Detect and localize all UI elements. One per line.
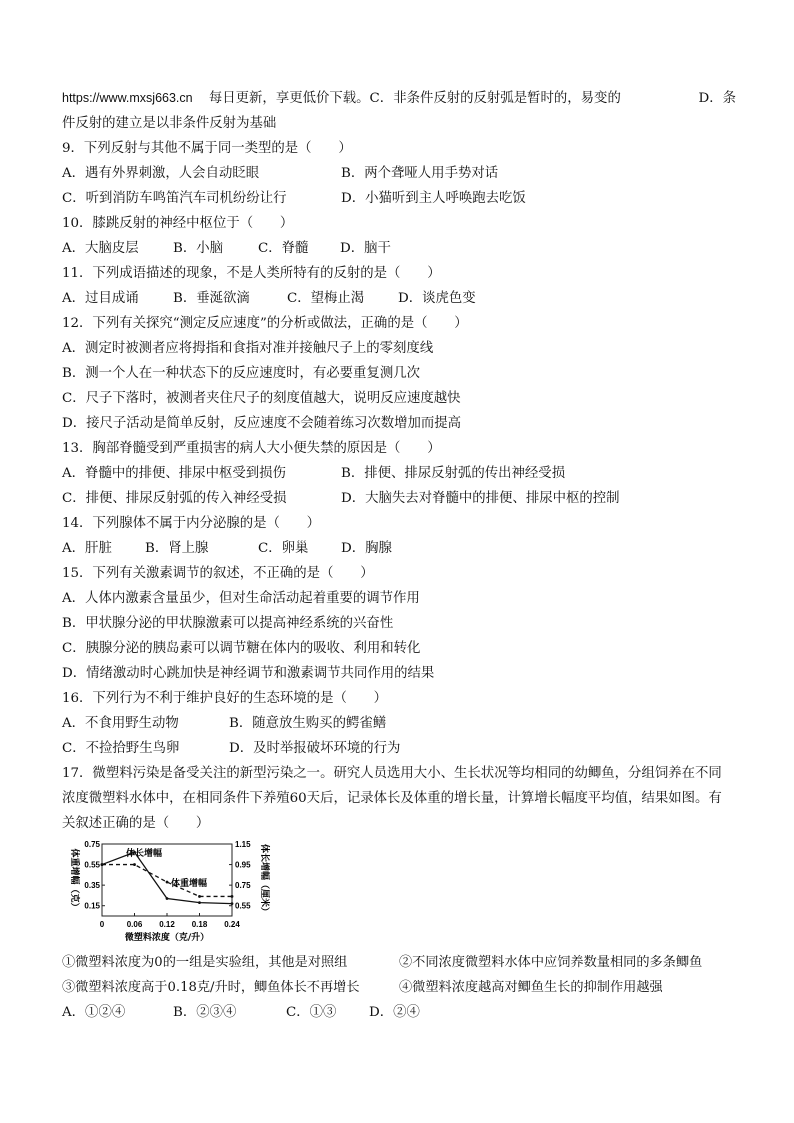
question-17-statements-12 xyxy=(62,950,732,975)
q12-option-b: B．测一个人在一种状态下的反应速度时，有必要重复测几次 xyxy=(62,366,420,381)
q13-option-b: B．排便、排尿反射弧的传出神经受损 xyxy=(341,466,566,481)
y-left-tick-label: 0.35 xyxy=(84,881,100,891)
data-point xyxy=(198,895,201,898)
question-10-stem: 10．膝跳反射的神经中枢位于（ ） xyxy=(62,216,294,231)
question-15-stem: 15．下列有关激素调节的叙述，不正确的是（ ） xyxy=(62,566,374,581)
q12-option-c: C．尺子下落时，被测者夹住尺子的刻度值越大，说明反应速度越快 xyxy=(62,391,461,406)
intro-line-1 xyxy=(62,86,736,111)
q16-option-b: B．随意放生购买的鳄雀鳝 xyxy=(229,716,387,731)
q9-option-c: C．听到消防车鸣笛汽车司机纷纷让行 xyxy=(62,191,287,206)
q10-option-a: A．大脑皮层 xyxy=(62,241,139,256)
q17-statement-3: ③微塑料浓度高于0.18克/升时，鲫鱼体长不再增长 xyxy=(62,980,360,995)
y-right-tick-label: 0.55 xyxy=(235,901,251,911)
q14-option-b: B．肾上腺 xyxy=(145,541,209,556)
data-point xyxy=(166,897,169,900)
q14-option-d: D．胸腺 xyxy=(341,541,392,556)
x-axis-label: 微塑料浓度（克/升） xyxy=(124,933,210,943)
q17-option-d: D．②④ xyxy=(369,1005,420,1020)
data-point xyxy=(133,863,136,866)
intro-text: 每日更新，享更低价下载。C．非条件反射的反射弧是暂时的，易变的 xyxy=(208,91,621,106)
y-right-tick-label: 0.95 xyxy=(235,860,251,870)
q17-option-c: C．①③ xyxy=(286,1005,337,1020)
q15-option-d: D．情绪激动时心跳加快是神经调节和激素调节共同作用的结果 xyxy=(62,666,435,681)
data-point xyxy=(231,902,234,905)
data-point xyxy=(101,863,104,866)
question-11-stem: 11．下列成语描述的现象，不是人类所特有的反射的是（ ） xyxy=(62,266,441,281)
q12-option-d: D．接尺子活动是简单反射，反应速度不会随着练习次数增加而提高 xyxy=(62,416,462,431)
question-14-stem: 14．下列腺体不属于内分泌腺的是（ ） xyxy=(62,516,321,531)
y-right-tick-label: 0.75 xyxy=(235,881,251,891)
x-tick-label: 0.12 xyxy=(159,920,175,929)
q17-statement-1: ①微塑料浓度为0的一组是实验组，其他是对照组 xyxy=(62,955,348,970)
watermark-url: https://www.mxsj663.cn xyxy=(62,91,193,105)
q15-option-a: A．人体内激素含量虽少，但对生命活动起着重要的调节作用 xyxy=(62,591,420,606)
intro-line-2: 件反射的建立是以非条件反射为基础 xyxy=(62,116,277,131)
question-17-statements-34 xyxy=(62,975,732,1000)
x-tick-label: 0.18 xyxy=(191,920,208,929)
q12-option-a: A．测定时被测者应将拇指和食指对准并接触尺子上的零刻度线 xyxy=(62,341,434,356)
y-left-tick-label: 0.15 xyxy=(84,901,100,911)
exam-page xyxy=(62,86,736,1025)
q14-option-a: A．肝脏 xyxy=(62,541,112,556)
question-13-options-ab xyxy=(62,461,732,486)
q11-option-b: B．垂涎欲滴 xyxy=(173,291,250,306)
q16-option-a: A．不食用野生动物 xyxy=(62,716,179,731)
y-left-axis-label: 体重增幅（克） xyxy=(69,848,79,912)
q17-statement-2: ②不同浓度微塑料水体中应饲养数量相同的多条鲫鱼 xyxy=(399,955,703,970)
y-left-tick-label: 0.75 xyxy=(84,840,100,849)
q16-option-d: D．及时举报破坏环境的行为 xyxy=(229,741,401,756)
q17-option-a: A．①②④ xyxy=(62,1005,126,1020)
q16-option-c: C．不捡拾野生鸟卵 xyxy=(62,741,180,756)
question-16-options-ab xyxy=(62,711,732,736)
q10-option-c: C．脊髓 xyxy=(258,241,309,256)
q10-option-d: D．脑干 xyxy=(340,241,391,256)
x-tick-label: 0 xyxy=(99,920,105,929)
question-13-stem: 13．胸部脊髓受到严重损害的病人大小便失禁的原因是（ ） xyxy=(62,441,441,456)
q17-statement-4: ④微塑料浓度越高对鲫鱼生长的抑制作用越强 xyxy=(399,980,663,995)
y-right-axis-label: 体长增幅（厘米） xyxy=(259,843,269,917)
growth-chart xyxy=(62,838,312,950)
question-16-stem: 16．下列行为不利于维护良好的生态环境的是（ ） xyxy=(62,691,388,706)
question-14-options xyxy=(62,536,732,561)
plot-frame xyxy=(102,844,232,916)
question-11-options xyxy=(62,286,732,311)
intro-option-d: D．条 xyxy=(698,91,736,106)
question-17-stem: 17．微塑料污染是备受关注的新型污染之一。研究人员选用大小、生长状况等均相同的幼鲫鱼，分组饲养在不同浓度微塑料水体中，在相同条件下养殖60天后，记录体长及体重的增长量，计算增长幅度平均值，结果如图。有关叙述正确的是（ ） xyxy=(62,766,722,831)
x-tick-label: 0.24 xyxy=(224,920,240,929)
series-line-2 xyxy=(102,865,232,897)
y-left-tick-label: 0.55 xyxy=(84,860,100,870)
q11-option-c: C．望梅止渴 xyxy=(287,291,365,306)
data-point xyxy=(166,881,169,884)
question-17-options xyxy=(62,1000,732,1025)
question-9-options-cd xyxy=(62,186,732,211)
question-9-options-ab xyxy=(62,161,732,186)
series-line-1 xyxy=(102,852,232,903)
series-label-length: 体长增幅 xyxy=(126,849,163,859)
question-12-stem: 12．下列有关探究“测定反应速度”的分析或做法，正确的是（ ） xyxy=(62,316,468,331)
question-13-options-cd xyxy=(62,486,732,511)
question-10-options xyxy=(62,236,732,261)
q9-option-a: A．遇有外界刺激，人会自动眨眼 xyxy=(62,166,260,181)
data-point xyxy=(231,895,234,898)
x-tick-label: 0.06 xyxy=(126,920,143,929)
q13-option-a: A．脊髓中的排便、排尿中枢受到损伤 xyxy=(62,466,286,481)
q10-option-b: B．小脑 xyxy=(173,241,224,256)
q9-option-d: D．小猫听到主人呼唤跑去吃饭 xyxy=(341,191,526,206)
question-9-stem: 9．下列反射与其他不属于同一类型的是（ ） xyxy=(62,141,352,156)
q17-option-b: B．②③④ xyxy=(173,1005,237,1020)
q13-option-c: C．排便、排尿反射弧的传入神经受损 xyxy=(62,491,287,506)
q15-option-b: B．甲状腺分泌的甲状腺激素可以提高神经系统的兴奋性 xyxy=(62,616,394,631)
q9-option-b: B．两个聋哑人用手势对话 xyxy=(341,166,499,181)
q11-option-a: A．过目成诵 xyxy=(62,291,139,306)
series-label-weight: 体重增幅 xyxy=(171,879,208,889)
data-point xyxy=(198,901,201,904)
question-16-options-cd xyxy=(62,736,732,761)
q14-option-c: C．卵巢 xyxy=(258,541,309,556)
y-right-tick-label: 1.15 xyxy=(235,840,251,849)
q13-option-d: D．大脑失去对脊髓中的排便、排尿中枢的控制 xyxy=(341,491,620,506)
q11-option-d: D．谈虎色变 xyxy=(398,291,476,306)
growth-chart-svg xyxy=(62,838,312,950)
q15-option-c: C．胰腺分泌的胰岛素可以调节糖在体内的吸收、利用和转化 xyxy=(62,641,421,656)
